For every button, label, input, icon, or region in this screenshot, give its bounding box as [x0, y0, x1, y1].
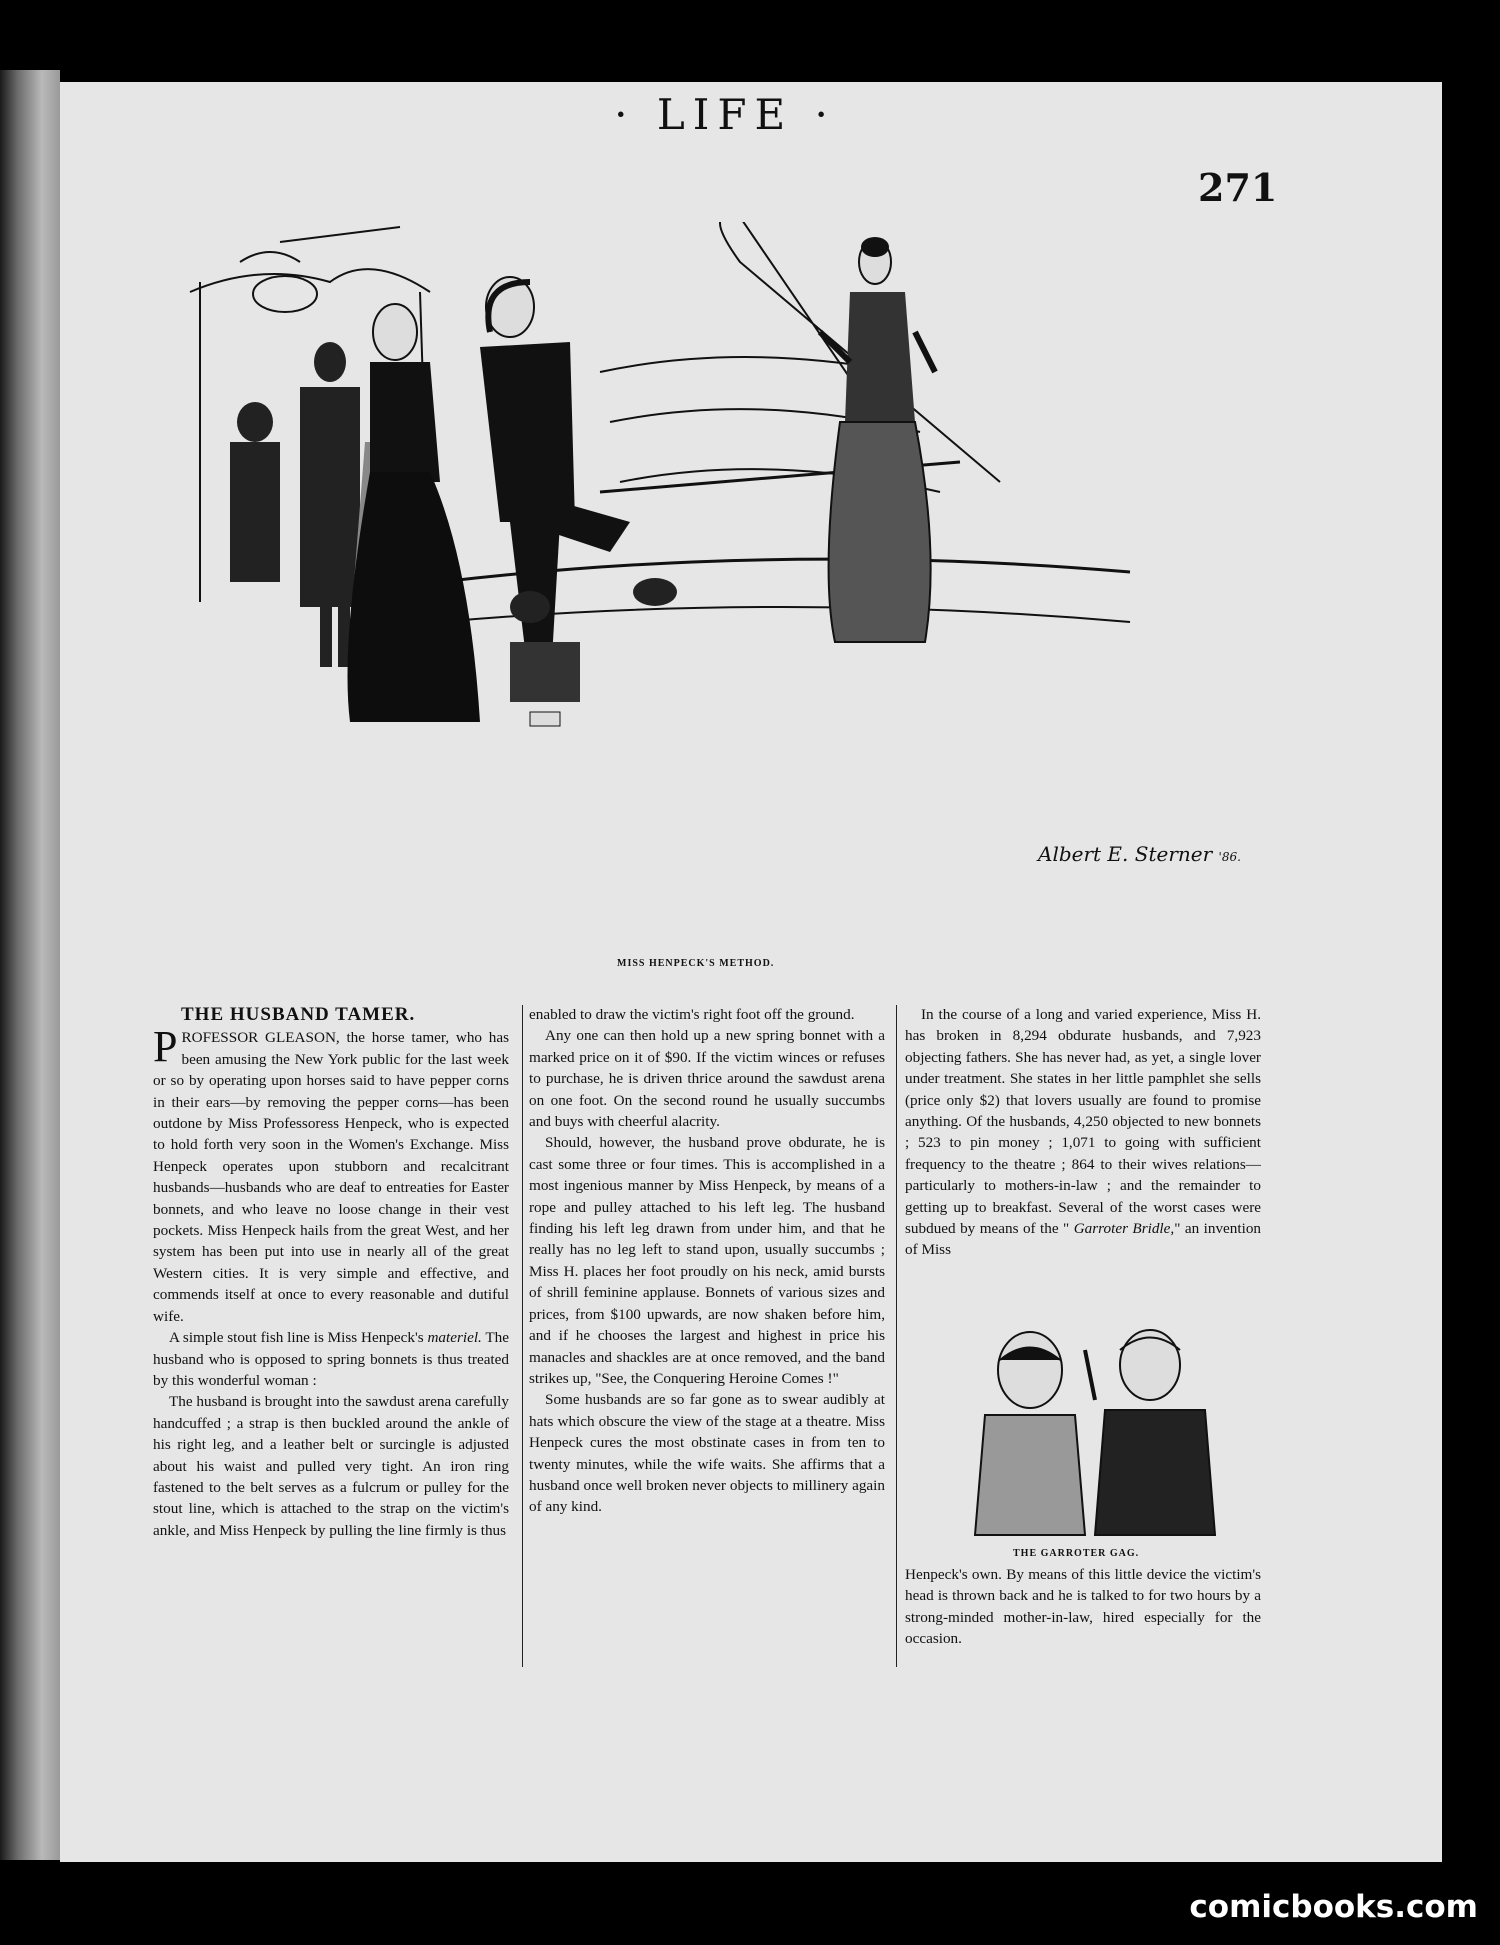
paragraph: Should, however, the husband prove obdurate, he is cast some three or four times. This is accomplished in a most ingenious manner by Miss Henpeck, by means of a rope and pulley attached to his left leg. The husband finding his left leg drawn from under him, and that he really has no leg left to stand upon, usually succumbs ; Miss H. places her foot proudly on his neck, amid bursts of shrill feminine applause. Bonnets of various sizes and prices, from $100 upwards, are now shaken before him, and if he chooses the largest and highest in price his manacles and shackles are at once removed, and the band strikes up, "See, the Conquering Heroine Comes !": [529, 1134, 885, 1387]
drop-cap: P: [153, 1022, 178, 1072]
paragraph: enabled to draw the victim's right foot off the ground.: [529, 1006, 855, 1023]
masthead: · LIFE ·: [614, 90, 836, 139]
facing-page-edge: [0, 70, 60, 1860]
article-column-1: [153, 1004, 509, 1541]
paragraph: The husband is brought into the sawdust arena carefully handcuffed ; a strap is then buckled around the ankle of his right leg, and a leather belt or surcingle is adjusted about his waist and pulled very tight. An iron ring fastened to the belt serves as a fulcrum or pulley for the stout line, which is attached to the strap on the victim's ankle, and Miss Henpeck by pulling the line firmly is thus: [153, 1393, 509, 1539]
paragraph: A simple stout fish line is Miss Henpeck's materiel. The husband who is opposed to spring bonnets is thus treated by this wonderful woman :: [153, 1329, 509, 1389]
paragraph: In the course of a long and varied experience, Miss H. has broken in 8,294 obdurate husbands, and 7,923 objecting fathers. She has never had, as yet, a single lover under treatment. She states in her little pamphlet she sells (price only $2) that lovers usually are found to promise anything. Of the husbands, 4,250 objected to new bonnets ; 523 to pin money ; 1,071 to going with sufficient frequency to the theatre ; 864 to their wives relations—particularly to mothers-in-law ; and the remainder to getting up to breakfast. Several of the worst cases were subdued by means of the " Garroter Bridle," an invention of Miss: [905, 1006, 1262, 1259]
illustration-caption: MISS HENPECK'S METHOD.: [617, 958, 775, 969]
article-title: THE HUSBAND TAMER.: [181, 1004, 416, 1025]
column-rule-1: [522, 1005, 523, 1667]
gag-caption: THE GARROTER GAG.: [1013, 1548, 1140, 1559]
illustration-garroter-gag: [945, 1320, 1225, 1540]
illustration-signature: Albert E. Sterner '86.: [1038, 842, 1241, 866]
watermark: comicbooks.com: [1189, 1889, 1478, 1925]
paragraph: PROFESSOR GLEASON, the horse tamer, who has been amusing the New York public for the last week or so by operating upon horses said to have pepper corns in their ears—by removing the pepper corns—has been outdone by Miss Professoress Henpeck, who is expected to hold forth very soon in the Women's Exchange. Miss Henpeck operates upon stubborn and recalcitrant husbands—husbands who are deaf to entreaties for Easter bonnets, and who leave no loose change in their vest pockets. Miss Henpeck hails from the great West, and her system has been put into use in nearly all of the great Western cities. It is very simple and effective, and commends itself at once to every reasonable and dutiful wife.: [153, 1022, 509, 1325]
page-number: 271: [1198, 165, 1278, 210]
article-column-3: [905, 1004, 1261, 1261]
paragraph: Some husbands are so far gone as to swear audibly at hats which obscure the view of the stage at a theatre. Miss Henpeck cures the most obstinate cases in from ten to twenty minutes, while the wife waits. She affirms that a husband once well broken never objects to millinery again of any kind.: [529, 1391, 885, 1516]
article-column-3-continued: [905, 1564, 1261, 1650]
column-rule-2: [896, 1005, 897, 1667]
paragraph: Any one can then hold up a new spring bonnet with a marked price on it of $90. If the victim winces or refuses to purchase, he is driven thrice around the sawdust arena on one foot. On the second round he usually succumbs and buys with cheerful alacrity.: [529, 1027, 885, 1131]
article-column-2: [529, 1004, 885, 1518]
paragraph: Henpeck's own. By means of this little device the victim's head is thrown back and he is talked to for two hours by a strong-minded mother-in-law, hired especially for the occasion.: [905, 1566, 1261, 1648]
illustration-miss-henpecks-method: [180, 222, 1280, 932]
